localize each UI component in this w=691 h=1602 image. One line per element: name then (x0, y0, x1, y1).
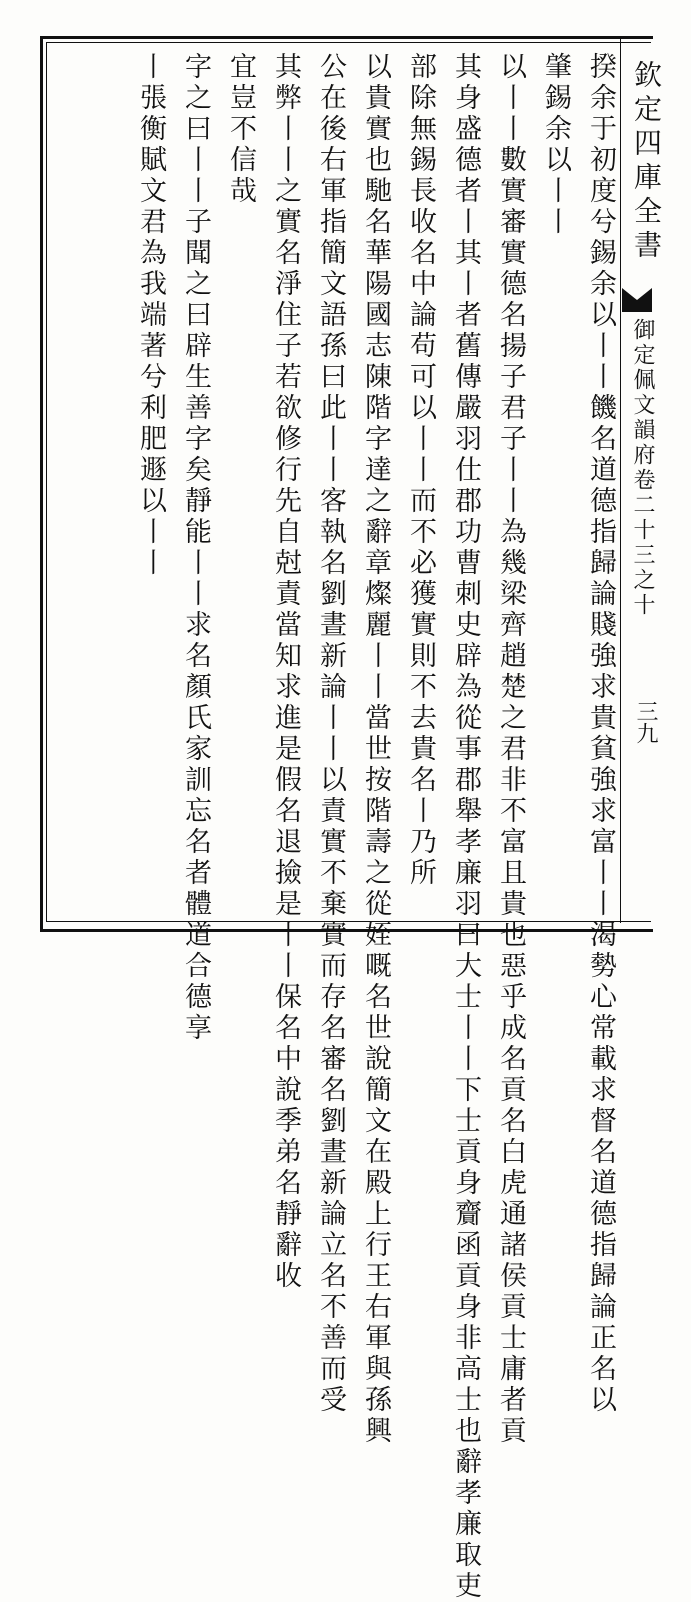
text-column: 字之曰丨丨子聞之曰辟生善字矣靜能丨丨求名顏氏家訓忘名者體道合德享 (180, 52, 211, 1044)
text-column: 宜豈不信哉 (225, 52, 256, 207)
folio-number: 三九 (633, 700, 658, 744)
text-column: 其身盛德者丨其丨者舊傳嚴羽仕郡功曹刺史辟為從事郡舉孝廉羽曰大士丨丨下士貢身齎函貢身非高士也辭孝廉取吏 (450, 52, 481, 1602)
book-title: 欽定四庫全書 (630, 60, 663, 264)
fish-tail-mark (622, 288, 652, 312)
margin-rule (620, 39, 621, 923)
text-column: 公在後右軍指簡文語孫曰此丨丨客執名劉晝新論丨丨以責實不棄實而存名審名劉晝新論立名不善而受 (315, 52, 346, 1416)
text-column: 丨張衡賦文君為我端著兮利肥遯以丨丨 (135, 52, 166, 579)
text-column: 揆余于初度兮錫余以丨丨饑名道德指歸論賤強求貴貧強求富丨丨渴勢心常載求督名道德指歸論正名以 (585, 52, 616, 1416)
text-column: 其弊丨丨之實名淨住子若欲修行先自尅責當知求進是假名退撿是丨丨保名中說季弟名靜辭收 (270, 52, 301, 1292)
text-column: 部除無錫長收名中論苟可以丨丨而不必獲實則不去貴名丨乃所 (405, 52, 436, 889)
text-column: 肇錫余以丨丨 (540, 52, 571, 238)
text-column: 以貴實也馳名華陽國志陳階字達之辭章燦麗丨丨當世按階壽之從姪嘅名世說簡文在殿上行王右軍與孫興 (360, 52, 391, 1447)
text-column: 以丨丨數實審實德名揚子君子丨丨為幾梁齊趙楚之君非不富且貴也惡乎成名貢名白虎通諸侯貢士庸者貢 (495, 52, 526, 1447)
volume-heading: 御定佩文韻府卷二十三之十 (630, 318, 655, 618)
